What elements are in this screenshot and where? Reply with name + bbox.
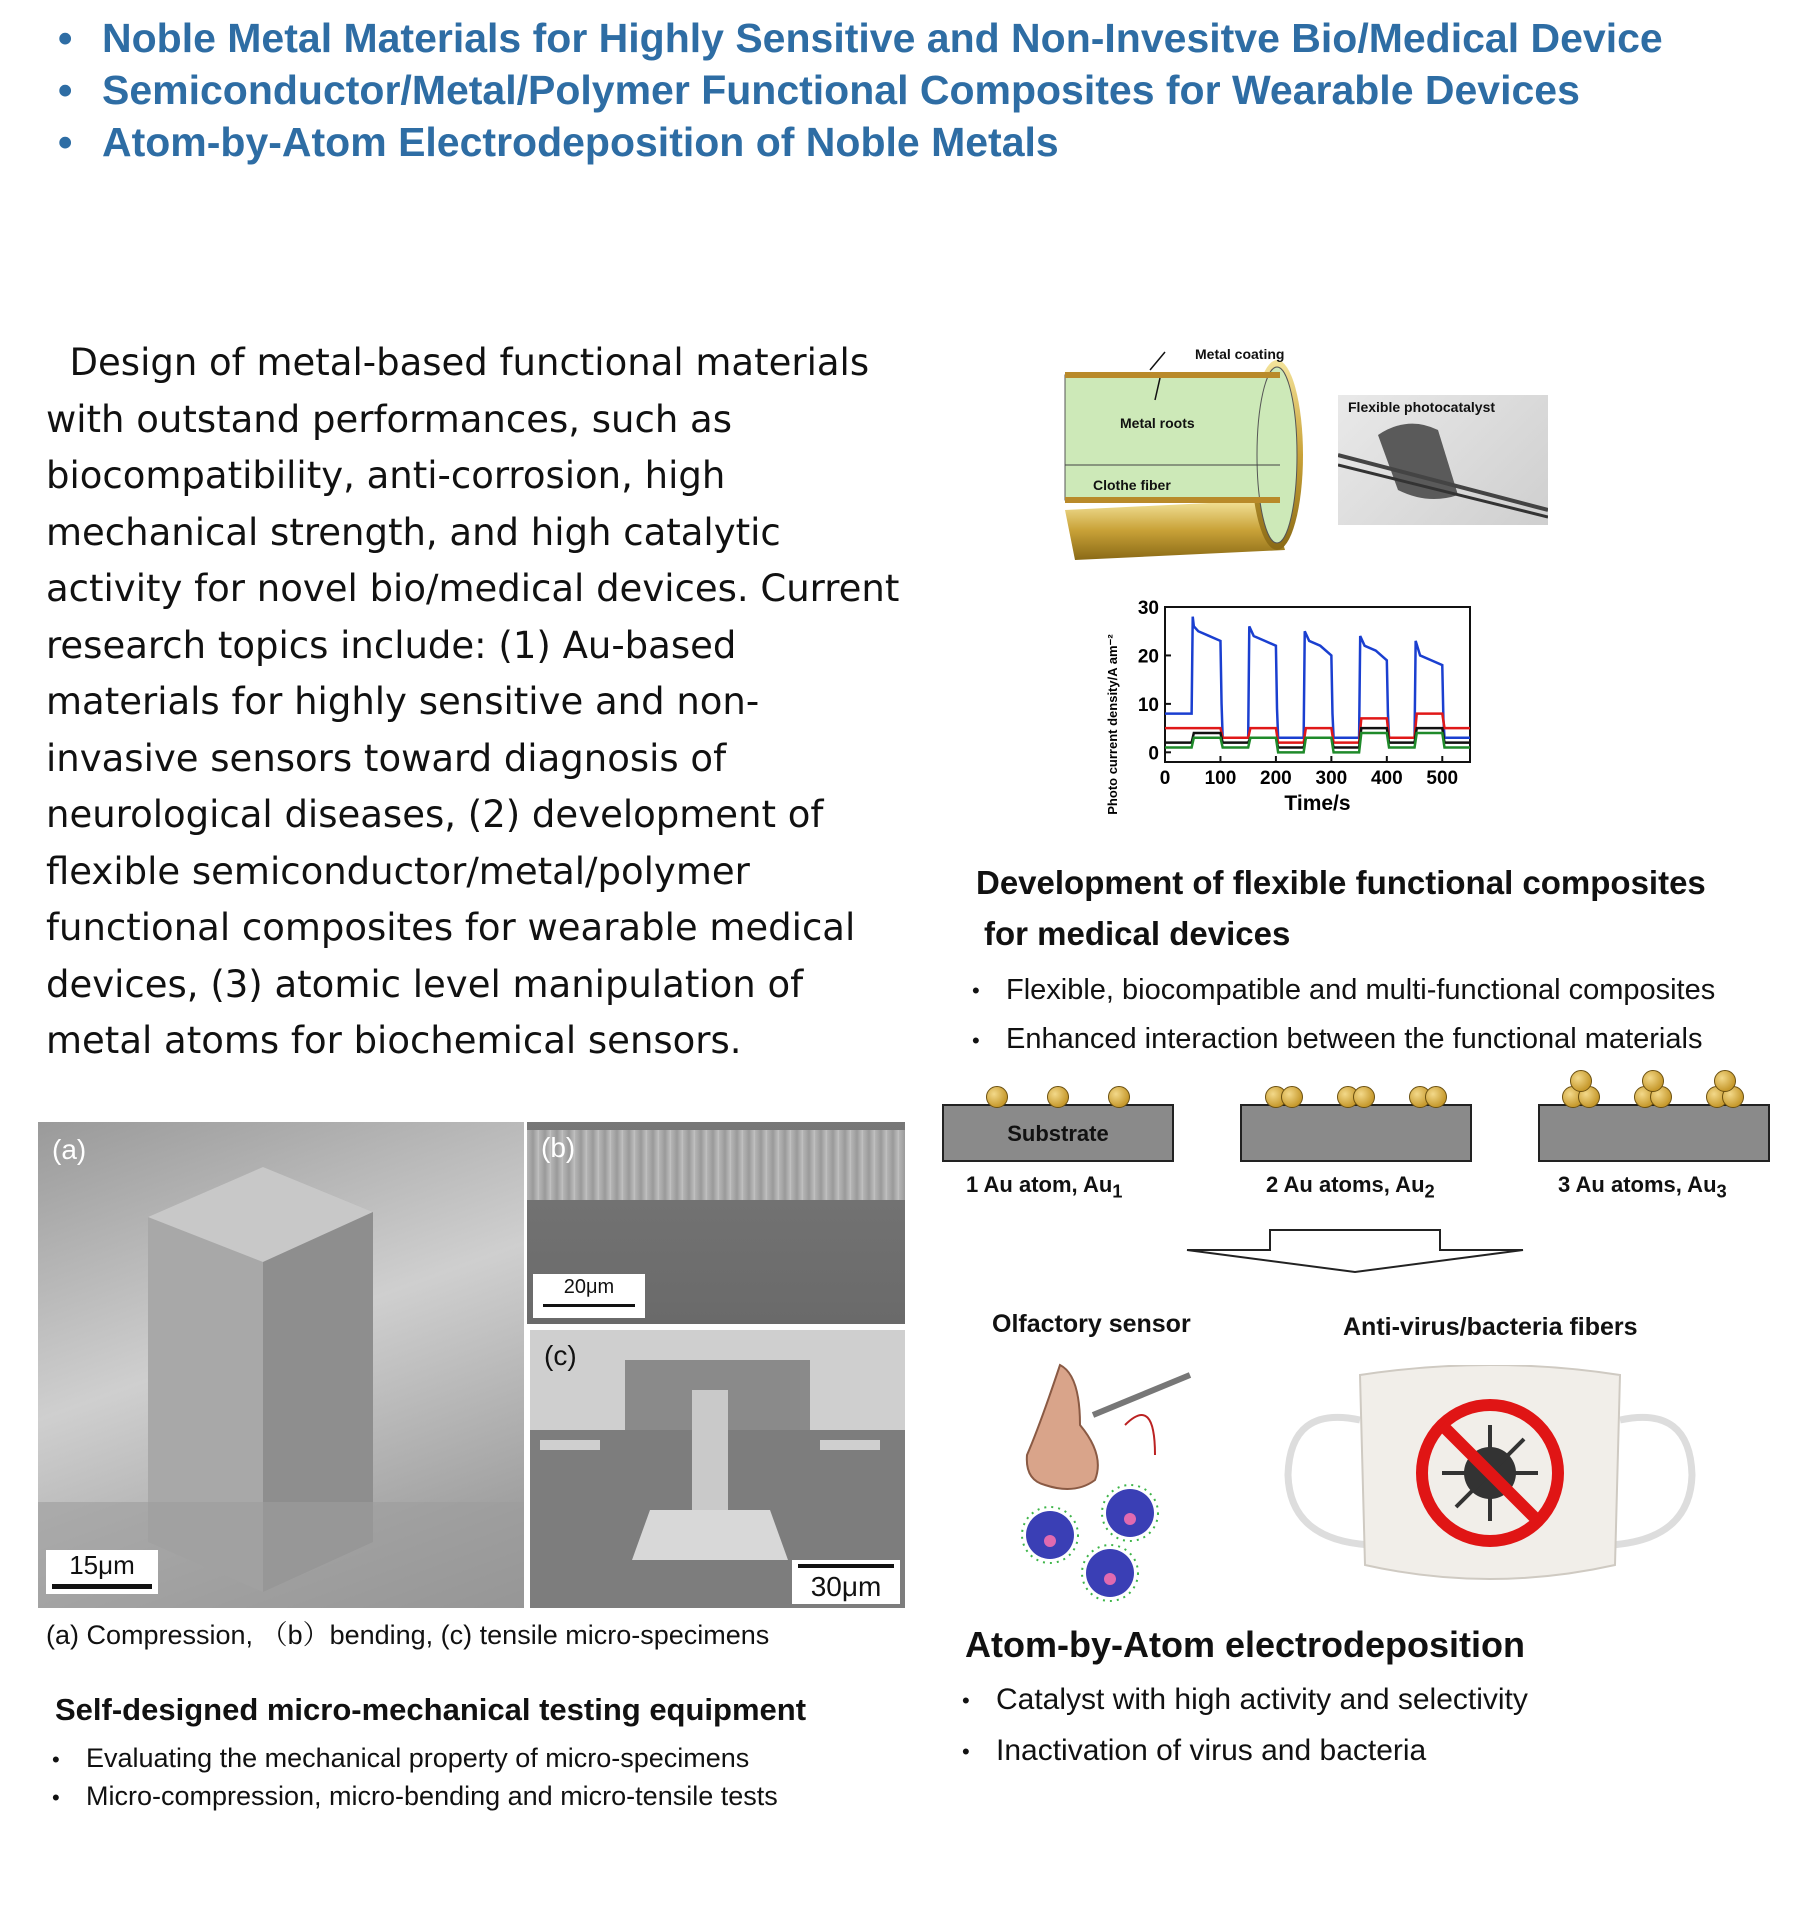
metal-coating-label: Metal coating [1195,346,1285,362]
x-tick-label: 500 [1426,768,1459,789]
face-mask-illustration [1280,1365,1700,1590]
series-line-1 [1165,617,1470,738]
x-tick-label: 0 [1159,768,1171,789]
substrate-1: Substrate [942,1104,1174,1162]
clothe-fiber-label: Clothe fiber [1093,477,1171,493]
testing-heading: Self-designed micro-mechanical testing equipment [55,1692,807,1727]
list-item: • Enhanced interaction between the functional materials [972,1023,1703,1056]
micrograph-c-label: (c) [544,1340,577,1371]
au3-label: 3 Au atoms, $Au_3$ [1558,1172,1727,1202]
flexible-photocatalyst-label: Flexible photocatalyst [1348,399,1496,415]
scale-bar-c: 30μm [792,1560,900,1604]
flexible-photocatalyst-photo [1338,395,1548,525]
list-item: • Flexible, biocompatible and multi-functional composites [972,974,1716,1006]
photocurrent-chart [1105,595,1535,825]
substrate-3 [1538,1104,1770,1162]
au-atom [1425,1086,1447,1108]
list-item: • Inactivation of virus and bacteria [962,1734,1427,1768]
y-axis-label: Photo current density/A am⁻² [1105,634,1120,815]
micrograph-b-label: (b) [541,1132,576,1163]
au2-label: 2 Au atoms, $Au_2$ [1266,1172,1435,1202]
list-item: • Catalyst with high activity and selectivity [962,1683,1528,1716]
list-item: • Micro-compression, micro-bending and micro-tensile tests [52,1780,778,1811]
metal-roots-label: Metal roots [1120,415,1195,431]
x-tick-label: 300 [1315,768,1348,789]
fiber-diagram [1055,340,1315,565]
list-item: • Evaluating the mechanical property of micro-specimens [52,1743,750,1773]
x-tick-label: 200 [1260,768,1292,789]
au-atom [1281,1086,1303,1108]
header-topic-3: • Atom-by-Atom Electrodeposition of Noble Metals [58,119,1059,165]
au-atom [1353,1086,1375,1108]
au-atom [1642,1070,1664,1092]
olfactory-sensor-illustration [1005,1355,1205,1605]
au-atom [986,1086,1008,1108]
header-topics [58,12,1663,168]
y-tick-label: 0 [1148,743,1159,765]
x-tick-label: 400 [1370,768,1403,789]
series-line-4 [1165,733,1470,752]
antivirus-fibers-label: Anti-virus/bacteria fibers [1343,1313,1638,1341]
x-axis-label: Time/s [1284,792,1351,815]
testing-bullets [52,1740,778,1816]
composites-heading-line1: Development of flexible functional composites [976,864,1706,901]
au-atom [1570,1070,1592,1092]
micrograph-a [38,1122,524,1608]
micrograph-b [527,1122,905,1324]
down-arrow-icon [1185,1228,1525,1274]
header-topic-2: • Semiconductor/Metal/Polymer Functional Composites for Wearable Devices [58,67,1580,113]
micrograph-a-label: (a) [52,1134,87,1165]
x-tick-label: 100 [1204,768,1237,789]
scale-bar-b: 20μm [533,1274,645,1318]
au-atom [1714,1070,1736,1092]
y-tick-label: 20 [1137,646,1159,668]
au-atom [1108,1086,1130,1108]
composites-bullets [972,966,1715,1065]
intro-paragraph: Design of metal-based functional materials with outstand performances, such as biocompatibility, anti-corrosion, high mechanical strength, and high catalytic activity for novel bio/medical devices. Current research topics include: (1) Au-based materials for highly sensitive and non-invasive sensors toward diagnosis of neurological diseases, (2) development of flexible semiconductor/metal/polymer functional composites for wearable medical devices, (3) atomic level manipulation of metal atoms for biochemical sensors. [46,341,900,1062]
olfactory-sensor-label: Olfactory sensor [992,1310,1191,1338]
scale-bar-a: 15μm [46,1550,158,1594]
composites-heading-line2: for medical devices [984,915,1291,952]
micrograph-c [530,1330,905,1608]
au-atoms-diagram [940,1080,1780,1210]
micrograph-caption: (a) Compression, （b）bending, (c) tensile micro-specimens [46,1620,770,1650]
virus-icon [1022,1485,1158,1601]
y-tick-label: 10 [1137,694,1159,716]
electrodeposition-heading: Atom-by-Atom electrodeposition [965,1624,1526,1665]
substrate-2 [1240,1104,1472,1162]
au-atom [1047,1086,1069,1108]
y-tick-label: 30 [1137,598,1159,619]
electrodeposition-bullets [962,1675,1528,1777]
au1-label: 1 Au atom, $Au_1$ [966,1172,1123,1202]
header-topic-1: • Noble Metal Materials for Highly Sensitive and Non-Invesitve Bio/Medical Device [58,15,1663,61]
